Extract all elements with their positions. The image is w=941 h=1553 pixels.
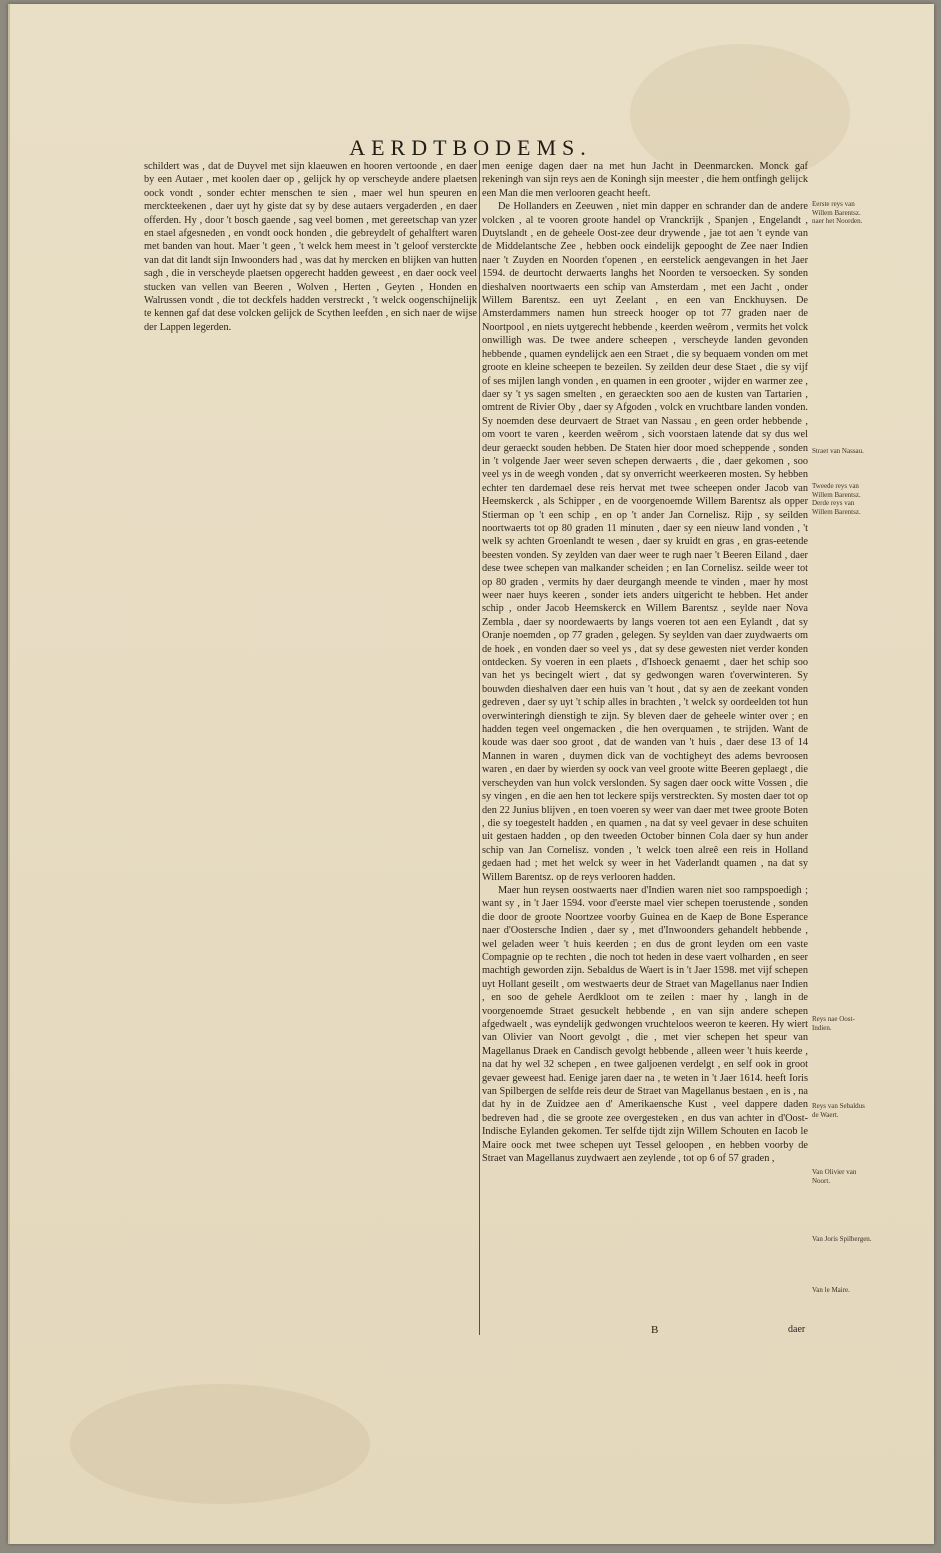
- page-title: AERDTBODEMS.: [349, 135, 592, 160]
- right-text-column: [482, 160, 808, 1340]
- margin-note: Van Joris Spilbergen.: [812, 1235, 872, 1243]
- margin-note: Reys nae Oost-Indien.: [812, 1015, 855, 1032]
- left-text-column: [144, 160, 477, 1340]
- column-divider: [479, 160, 480, 1335]
- signature-mark: B: [651, 1324, 659, 1336]
- margin-note: Van le Maire.: [812, 1286, 850, 1294]
- paragraph: men eenige dagen daer na met hun Jacht in Deenmarcken. Monck gaf rekeningh van sijn reys aen de Koningh sijn meester , die hem ontfingh gelijck een Man die men verlooren geacht heeft.: [482, 161, 808, 199]
- catchword: daer: [788, 1324, 806, 1335]
- paragraph: Maer hun reysen oostwaerts naer d'Indien waren niet soo rampspoedigh ; want sy , in 't Jaer 1594. voor d'eerste mael vier schepen toerustende , sonden die door de groote Noortzee voorby Guinea en de Kaep de Bone Esperance naer d'Oostersche Indien , daer sy , met d'Inwoonders gehandelt hebbende , wel geladen weer 't huis keerden ; en dus de gront leyden om een vaste Compagnie op te rechten , die noch tot heden in dese vaert volharden , en seer machtigh geworden zijn. Sebaldus de Waert is in 't Jaer 1598. met vijf schepen uyt Hollant geseilt , om westwaerts deur de Straet van Magellanus naer Indien , en soo de gehele Aerdkloot om te zeilen : maer hy , langh in de voorgenoemde Straet gesuckelt hebbende , en van sijn andere schepen afgedwaelt , was eyndelijk gedwongen vruchteloos weeron te keeren. Hy wiert van Olivier van Noort gevolgt , die , met vier schepen het speur van Magellanus Draek en Candisch gevolgt hebbende , alleen weer 't huis keerde , na dat hy wel 32 schepen , en twee galjoenen verdelgt , en self ook in groot gevaer geweest had. Eenige jaren daer na , te weten in 't Jaer 1614. heeft Ioris van Spilbergen de selfde reis deur de Straet van Magellanus bestaen , en is , na dat hy in de Zuidzee aen d' Amerikaensche Kust , veel dappere daden bedreven had , die se groote zee overgesteken , en dus van achter in d'Oost-Indische Eylanden gekomen. Ter selfde tijdt zijn Willem Schouten en Iacob le Maire oock met twee schepen uyt Tessel geloopen , en hebben voorby de Straet van Magellanus zuydwaert aen zeylende , tot op 6 of 57 graden ,: [482, 884, 808, 1165]
- margin-note: Eerste reys van Willem Barentsz. naer het Noorden.: [812, 200, 863, 225]
- margin-note: Reys van Sebaldus de Waert.: [812, 1102, 865, 1119]
- paragraph: schildert was , dat de Duyvel met sijn klaeuwen en hooren vertoonde , en daer by een Autaer , met koolen daer op , gelijck hy op verscheyde andere plaetsen oock vondt , sonder echter menschen te sien , maer wel hun speuren en merckteekenen , daer uyt hy giste dat sy by dese autaers vergaderden , en daer offerden. Hy , door 't bosch gaende , sag veel bomen , met gereetschap van yzer en stael afgesneden , en vondt oock honden , die gebreydelt of gehalftert waren met banden van hout. Maer 't geen , 't welck hem meest in 't geloof versterckte van dat dit landt sijn Inwoonders had , was dat hy mercken en blijken van hutten sagh , die in verscheyde plaetsen opgerecht hadden geweest , en daer oock veel stucken van vellen van Beeren , Wolven , Herten , Geyten , Honden en Walrussen vondt , die tot deckfels hadden verstreckt , 't welck oogenschijnelijk te kennen gaf dat dese volcken gelijck de Scythen leefden , en sich naer de wijse der Lappen legerden.: [144, 161, 477, 333]
- margin-note: Van Olivier van Noort.: [812, 1168, 857, 1185]
- paragraph: De Hollanders en Zeeuwen , niet min dapper en schrander dan de andere volcken , al te vooren groote handel op Vranckrijk , Spanjen , Engelandt , Duytslandt , en de geheele Oost-zee deur drywende , jae tot aen 't eynde van de Middelantsche Zee , hebben oock eindelijk gepooght de Zee naer Indien naer 't Zuyden en Noorden t'openen , en eerstelick aengevangen in het Jaer 1594. de deurtocht derwaerts langhs het Noorden te versoecken. Sy sonden dieshalven noortwaerts een schip van Amsterdam , met een Jacht , onder Willem Barentsz. een uyt Zeelant , en een van Enckhuysen. De Amsterdammers namen hun streeck hooger op tot 77 graden naer de Noortpool , en niets uytgerecht hebbende , keerden weêrom , vermits het volck onwilligh was. De twee andere scheepen , verscheyde landen gevonden hebbende , quamen eyndelijck aen een Straet , die sy bequaem vonden om met groote en kleine scheepen te bezeilen. Sy zeilden deur dese Staet , die sy vijf of ses mijlen langh vonden , en quamen in een grooter , wijder en warmer zee , daer sy 't ys sagen smelten , en geraeckten soo aen de kusten van Tartarien , omtrent de Rivier Oby , daer sy Afgoden , volck en vruchtbare landen vonden. Sy noemden dese deurvaert de Straet van Nassau , en geen order hebbende , om voort te varen , keerden weêrom , sich voorstaen latende dat sy dus wel deur geraeckt souden hebben. De Staten hier door moed scheppende , sonden in 't volgende Jaer weer seven schepen derwaerts , die , daer gekomen , soo veel ys in de weegh vonden , dat sy onverricht weerkeeren mosten. Sy hebben echter ten dardemael dese reis hervat met twee scheepen onder Jacob van Heemskerck , als Schipper , en de voorgenoemde Willem Barentsz als opper Stierman op 't een schip , en op 't ander Jan Cornelisz. Rijp , sy seilden noortwaerts tot op 80 graden 11 minuten , daer sy een nieuw land vonden , 't welk sy achten Groenlandt te wesen , daer sy kruidt en gras , en gras-eetende beesten vonden. Sy zeylden van daer weer te rugh naer 't Beeren Eiland , daer dese twee schepen van malkander scheiden ; en Ian Cornelisz. seilde weer tot op 80 graden , vermits hy daer deurgangh meende te vinden , maer hy most weer naer huys keeren , sonder iets anders uitgericht te hebben. Het ander schip , onder Jacob Heemskerck en Willem Barentsz , seylde naer Nova Zembla , daer sy noordewaerts by langs voeren tot aen een Eylandt , dat sy Oranje noemden , op 77 graden , gelegen. Sy seylden van daer zuydwaerts om de hoek , en vonden daer so veel ys , dat sy dese gewesten niet verder konden ontdecken. Sy voeren in een plaets , d'Ishoeck genaemt , daer het schip soo van het ys becingelt wiert , dat sy gedwongen waren t'overwinteren. Sy bouwden dieshalven daer een huis van 't hout , dat sy aen de zeekant vonden gedreven , daer sy uyt 't schip alles in brachten , 't welck sy oordeelden tot hun overwinteringh dienstigh te zijn. Sy bleven daer de geheele winter over ; en hadden tegen veel ongemacken , die hen overquamen , te strijden. Want de koude was daer soo groot , dat de wanden van 't huis , daer dese 13 of 14 Mannen in waren , duymen dick van de vochtigheyt des adems bevroosen waren , en daer by wierden sy oock van veel groote witte Beeren geplaegt , die verscheyden van hun volck verslonden. Sy sagen daer oock witte Vossen , die sy vingen , en die aen hen tot leckere spijs verstreckten. Sy mosten daer tot op den 22 Junius blijven , en toen voeren sy weer van daer met twee groote Boten , die sy toegestelt hadden , en quamen , na dat sy veel gevaer in dese schuiten uit gestaen hadden , op den tweeden October binnen Cola daer sy hun ander schip van Jan Cornelisz. vonden , 't welck toen alreê een reis in Holland gedaen had ; met het welck sy weer in het Vaderlandt quamen , na dat sy Willem Barentsz. op de reys verlooren hadden.: [482, 201, 808, 883]
- paper-stain: [70, 1384, 370, 1504]
- margin-note: Tweede reys van Willem Barentsz. Derde reys van Willem Barentsz.: [812, 482, 861, 516]
- margin-note: Straet van Nassau.: [812, 447, 864, 455]
